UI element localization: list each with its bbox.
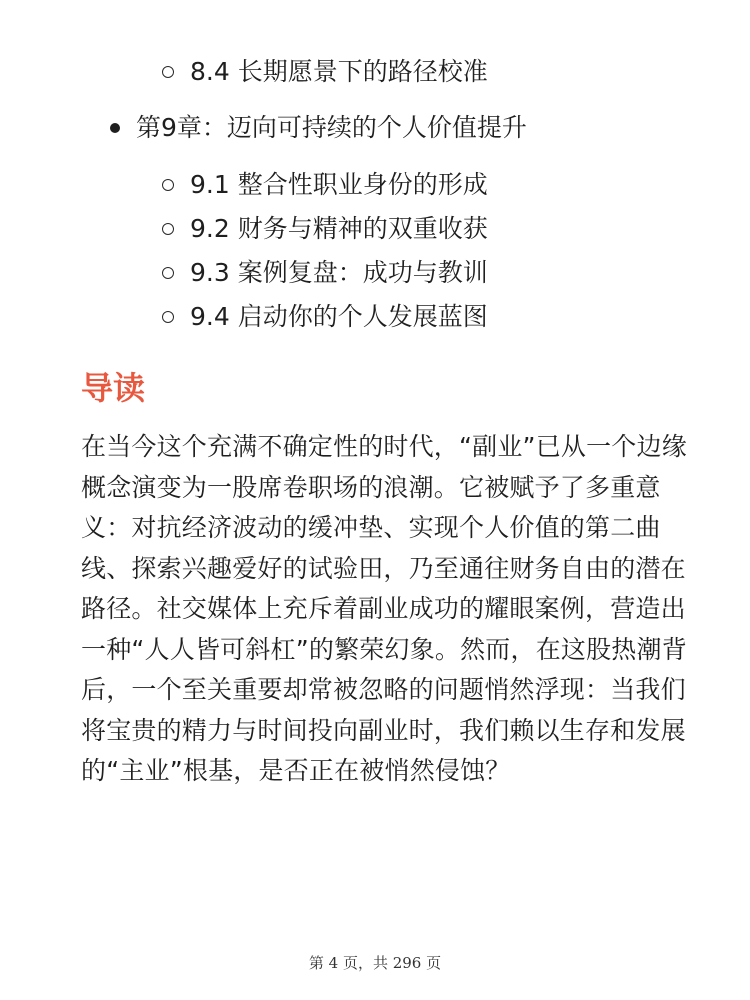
toc-chapter-item[interactable] bbox=[110, 106, 527, 150]
toc-sub-list-chapter-8 bbox=[162, 50, 488, 94]
toc-sub-item[interactable] bbox=[162, 295, 488, 339]
page-footer: 第 4 页，共 296 页 bbox=[308, 954, 442, 972]
filled-bullet-icon bbox=[110, 123, 120, 133]
hollow-bullet-icon bbox=[162, 223, 174, 235]
toc-sub-item[interactable] bbox=[162, 50, 488, 94]
toc-sub-item[interactable] bbox=[162, 207, 488, 251]
hollow-bullet-icon bbox=[162, 311, 174, 323]
hollow-bullet-icon bbox=[162, 179, 174, 191]
toc-sub-item-label: 9.1 整合性职业身份的形成 bbox=[190, 170, 488, 199]
toc-sub-item-label: 9.2 财务与精神的双重收获 bbox=[190, 214, 488, 243]
toc-chapter-label: 第9章：迈向可持续的个人价值提升 bbox=[136, 113, 527, 142]
toc-sub-item-label: 8.4 长期愿景下的路径校准 bbox=[190, 57, 488, 86]
toc-sub-item-label: 9.3 案例复盘：成功与教训 bbox=[190, 258, 488, 287]
hollow-bullet-icon bbox=[162, 66, 174, 78]
intro-paragraph: 在当今这个充满不确定性的时代，“副业”已从一个边缘概念演变为一股席卷职场的浪潮。它被赋予了多重意义：对抗经济波动的缓冲垫、实现个人价值的第二曲线、探索兴趣爱好的试验田，乃至通往财务自由的潜在路径。社交媒体上充斥着副业成功的耀眼案例，营造出一种“人人皆可斜杠”的繁荣幻象。然而，在这股热潮背后，一个至关重要却常被忽略的问题悄然浮现：当我们将宝贵的精力与时间投向副业时，我们赖以生存和发展的“主业”根基，是否正在被悄然侵蚀？ bbox=[81, 432, 687, 785]
toc-sub-list-chapter-9 bbox=[162, 163, 488, 339]
toc-sub-item-label: 9.4 启动你的个人发展蓝图 bbox=[190, 302, 488, 331]
toc-sub-item[interactable] bbox=[162, 163, 488, 207]
section-title: 导读 bbox=[81, 369, 146, 407]
toc-sub-item[interactable] bbox=[162, 251, 488, 295]
hollow-bullet-icon bbox=[162, 267, 174, 279]
